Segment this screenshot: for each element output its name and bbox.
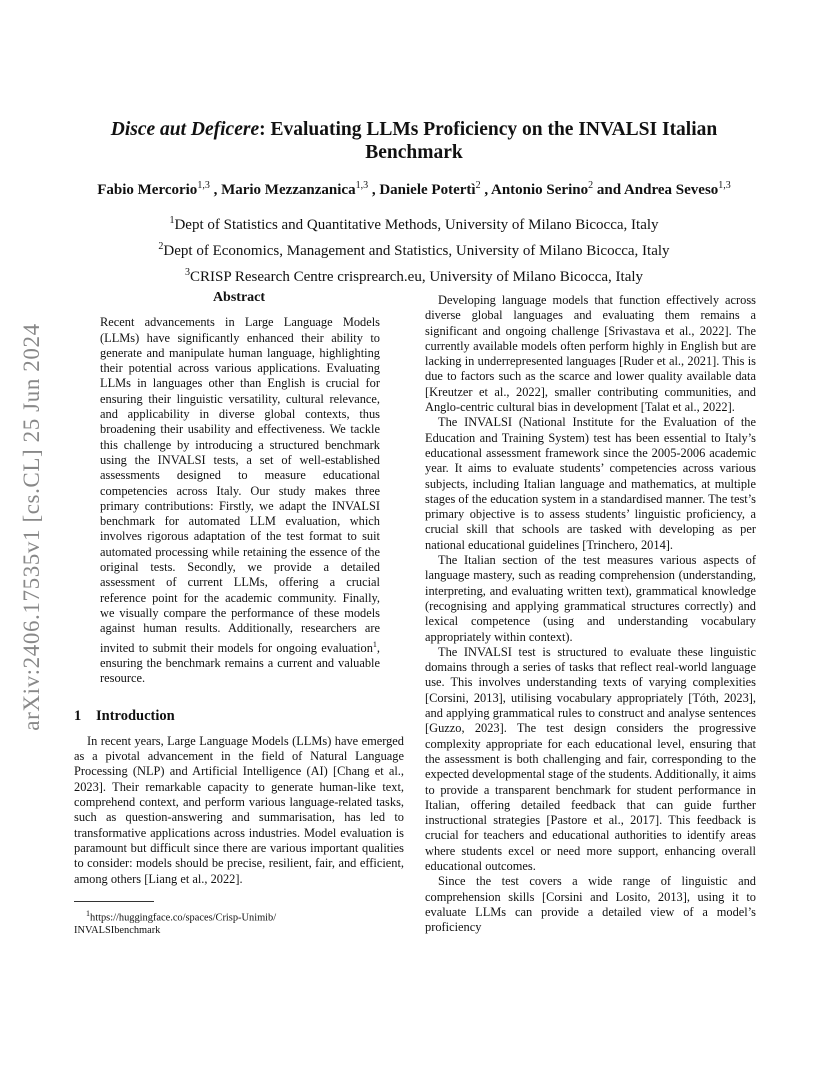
author-separator: , <box>368 182 380 198</box>
footnote: $^1$https://huggingface.co/spaces/Crisp-Unimib/ INVALSIbenchmark <box>74 908 277 937</box>
body-paragraph: Since the test covers a wide range of linguistic and comprehension skills [Corsini and Losito, 2013], using it to evaluate LLMs can provide a detailed view of a model’s proficiency <box>425 874 756 935</box>
author: Andrea Seveso$^{1,3}$ <box>623 180 731 198</box>
title-rest: : Evaluating LLMs Proficiency on the INVALSI Italian Benchmark <box>259 119 718 163</box>
footnote-link[interactable]: https://huggingface.co/spaces/Crisp-Unimib/ <box>90 912 277 924</box>
abstract-heading: Abstract <box>212 290 266 305</box>
author-separator: , <box>209 182 222 198</box>
affiliation: $^3$CRISP Research Centre crisprearch.eu, University of Milano Bicocca, Italy <box>184 267 644 285</box>
abstract-body: Recent advancements in Large Language Models (LLMs) have significantly enhanced their ability to generate and manipulate human language, highlighting their potential across various applications. Evaluating LLMs in languages other than English is crucial for ensuring their linguistic versatility, cultural relevance, and applicability in diverse global contexts, thus broadening their usability and effectiveness. We tackle this challenge by introducing a structured benchmark using the INVALSI tests, a set of well-established assessments designed to measure educational competencies across Italy. Our study makes three primary contributions: Firstly, we adapt the INVALSI benchmark for automated LLM evaluation, which involves rigorous adaptation of the test format to suit automated processing while retaining the essence of the original tests. Secondly, we provide a detailed assessment of current LLMs, offering a crucial reference point for the academic community. Finally, we visually compare the performance of these models against human results. Additionally, researchers are invited to submit their models for ongoing evaluation$^1$, ensuring the benchmark remains a current and valuable resource. <box>100 315 380 686</box>
arxiv-stamp <box>8 292 56 762</box>
section-heading-introduction: 1 Introduction <box>74 707 175 724</box>
body-paragraph: The Italian section of the test measures various aspects of language mastery, such as reading comprehension (understanding, interpreting, and evaluating written text), grammatical knowledge (recognising and applying grammatical structures correctly) and lexical competence (using and understanding vocabulary appropriately within context). <box>425 553 756 644</box>
affiliation: $^1$Dept of Statistics and Quantitative Methods, University of Milano Bicocca, Italy <box>169 215 659 233</box>
footnote-divider <box>74 901 154 902</box>
body-paragraph: The INVALSI (National Institute for the Evaluation of the Education and Training System) test has been essential to Italy’s educational assessment framework since the 2005-2006 academic year. It aims to evaluate students’ competencies across various subjects, including Italian language and mathematics, at multiple stages of the education system in a standardised manner. The test’s primary objective is to assess students’ linguistic proficiency, a crucial skill that schools are tasked with developing as per national educational guidelines [Trinchero, 2014]. <box>425 415 756 552</box>
author: Antonio Serino$^2$ <box>491 180 594 198</box>
body-paragraph: Developing language models that function effectively across diverse global languages and evaluating them remains a significant and ongoing challenge [Srivastava et al., 2022]. The currently available models often perform highly in English but are lacking in underrepresented languages [Ruder et al., 2021]. This is due to factors such as the scarce and lower quality available data [Kreutzer et al., 2022], smaller contributing communities, and Anglo-centric cultural bias in development [Talat et al., 2022]. <box>425 293 756 415</box>
author-separator: , <box>480 182 491 198</box>
author-and: and <box>593 182 624 198</box>
author: Daniele Potertì$^2$ <box>379 180 481 198</box>
author: Mario Mezzanzanica$^{1,3}$ <box>221 180 369 198</box>
author-list <box>80 175 748 201</box>
intro-paragraph: In recent years, Large Language Models (LLMs) have emerged as a pivotal advancement in the field of Natural Language Processing (NLP) and Artificial Intelligence (AI) [Chang et al., 2023]. Their remarkable capacity to generate human-like text, comprehend context, and perform various language-related tasks, such as question-answering and summarisation, has led to transformative applications across industries. Model evaluation is paramount but difficult since there are various important qualities to consider: models should be precise, resilient, fair, and efficient, among others [Liang et al., 2022]. <box>74 733 404 886</box>
body-paragraph: The INVALSI test is structured to evaluate these linguistic domains through a series of tasks that reflect real-world language use. This involves understanding texts of varying complexities [Corsini, 2013], utilising vocabulary appropriately [Tóth, 2023], and applying grammatical rules to construct and analyse sentences [Guzzo, 2023]. The test design considers the progressive complexity appropriate for each educational level, ensuring that the assessment is both challenging and fair, corresponding to the expected developmental stage of the students. Additionally, it aims to provide a transparent benchmark for student performance in Italian, offering detailed feedback that can guide further instructional strategies [Pastore et al., 2017]. This feedback is crucial for teachers and educational authorities to identify areas where students excel or need more support, enhancing overall educational outcomes. <box>425 644 756 873</box>
author: Fabio Mercorio$^{1,3}$ <box>97 180 210 198</box>
footnote-marker[interactable]: 1 <box>372 639 377 649</box>
title-italic: Disce aut Deficere <box>110 119 260 140</box>
paper-title <box>90 118 738 164</box>
affiliations <box>80 210 748 288</box>
right-column <box>425 293 756 935</box>
affiliation: $^2$Dept of Economics, Management and Statistics, University of Milano Bicocca, Italy <box>158 241 670 259</box>
left-column <box>74 290 404 937</box>
arxiv-id: arXiv:2406.17535v1 [cs.CL] 25 Jun 2024 <box>19 323 44 731</box>
